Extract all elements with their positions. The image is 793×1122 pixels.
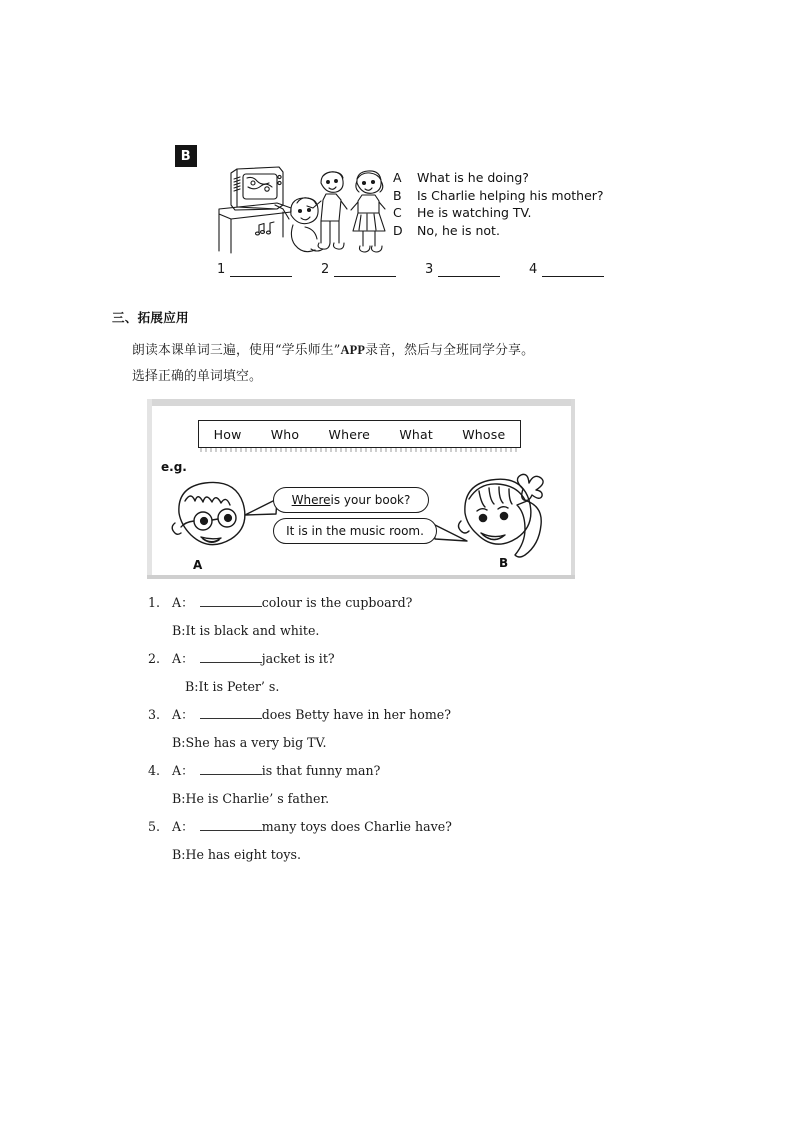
question-item <box>148 816 628 862</box>
fill-in-blank-input[interactable] <box>200 818 262 831</box>
question-number: 5. <box>148 819 161 834</box>
option-row <box>393 187 643 205</box>
question-number: 4. <box>148 763 161 778</box>
girl-face-illustration <box>457 471 549 559</box>
question-answer-line: B:He has eight toys. <box>172 847 301 862</box>
word-bank-item-whose: Whose <box>462 426 506 442</box>
boy-face-illustration <box>167 477 253 555</box>
option-letter: B <box>393 187 402 203</box>
question-number: 2. <box>148 651 161 666</box>
option-row <box>393 169 643 187</box>
answer-blank[interactable] <box>321 263 425 277</box>
fill-in-blank-question-list <box>148 592 628 872</box>
question-answer-line: B:It is Peter’ s. <box>185 679 280 694</box>
fill-in-blank-input[interactable] <box>200 762 262 775</box>
question-tail-text: jacket is it? <box>261 651 335 666</box>
section-three-heading: 三、拓展应用 <box>112 310 189 325</box>
figure-right-border <box>571 399 575 579</box>
instruction-1-suffix: 录音，然后与全班同学分享。 <box>365 343 535 358</box>
option-row <box>393 204 643 222</box>
option-text: No, he is not. <box>417 222 500 238</box>
answer-blank-number: 4 <box>529 262 538 277</box>
exercise-b-block <box>175 145 635 277</box>
eg-label: e.g. <box>161 460 187 474</box>
answer-blank-number: 2 <box>321 262 330 277</box>
fill-in-blank-input[interactable] <box>200 706 262 719</box>
option-letter: D <box>393 222 403 238</box>
question-prompt-line <box>148 648 628 667</box>
speech-bubble-question <box>273 487 429 513</box>
word-bank-item-what: What <box>399 426 433 442</box>
question-tail-text: colour is the cupboard? <box>261 595 413 610</box>
question-answer-line: B:He is Charlie’ s father. <box>172 791 330 806</box>
question-number: 1. <box>148 595 161 610</box>
bubble-keyword: Where <box>291 493 331 507</box>
word-bank-item-how: How <box>213 426 242 442</box>
fill-in-blank-input[interactable] <box>200 650 262 663</box>
question-item <box>148 704 628 750</box>
speech-bubble-answer: It is in the music room. <box>273 518 437 544</box>
question-answer-line: B:She has a very big TV. <box>172 735 327 750</box>
fill-in-blank-input[interactable] <box>200 594 262 607</box>
question-prompt-line <box>148 816 628 835</box>
answer-blank-number: 1 <box>217 262 226 277</box>
answer-blank[interactable] <box>425 263 529 277</box>
question-prompt-line <box>148 704 628 723</box>
question-item <box>148 592 628 638</box>
scan-artifact <box>200 448 519 452</box>
question-tail-text: is that funny man? <box>261 763 381 778</box>
figure-left-border <box>147 399 152 579</box>
option-text: What is he doing? <box>417 170 529 185</box>
instruction-1-app: APP <box>340 343 366 357</box>
speaker-label-a: A： <box>172 819 194 834</box>
question-prompt-line <box>148 760 628 779</box>
word-bank-item-who: Who <box>270 426 300 442</box>
answer-blank[interactable] <box>217 263 321 277</box>
exercise-b-options-list <box>393 169 643 239</box>
figure-top-border <box>147 399 575 406</box>
speaker-label-b: B <box>499 556 509 570</box>
speaker-label-a: A： <box>172 763 194 778</box>
answer-blank-line[interactable] <box>438 265 500 277</box>
option-row <box>393 222 643 240</box>
question-item <box>148 648 628 694</box>
word-bank-box <box>198 420 521 448</box>
instruction-line-1 <box>132 339 534 358</box>
speaker-label-a: A <box>193 558 203 572</box>
figure-bottom-border <box>147 575 575 579</box>
bubble-question-rest: is your book? <box>330 493 411 507</box>
instruction-line-2: 选择正确的单词填空。 <box>132 369 262 384</box>
option-text: He is watching TV. <box>417 205 532 220</box>
speaker-label-a: A： <box>172 595 194 610</box>
question-tail-text: does Betty have in her home? <box>261 707 451 722</box>
option-text: Is Charlie helping his mother? <box>417 187 604 203</box>
example-figure-box <box>147 399 575 579</box>
question-item <box>148 760 628 806</box>
question-number: 3. <box>148 707 161 722</box>
exercise-b-badge: B <box>175 145 197 167</box>
instruction-1-prefix: 朗读本课单词三遍，使用“学乐师生” <box>132 343 341 358</box>
exercise-b-answer-blanks <box>217 263 635 277</box>
answer-blank-line[interactable] <box>334 265 396 277</box>
speaker-label-a: A： <box>172 707 194 722</box>
tv-scene-illustration <box>217 163 392 255</box>
answer-blank-line[interactable] <box>542 265 604 277</box>
answer-blank-line[interactable] <box>230 265 292 277</box>
answer-blank-number: 3 <box>425 262 434 277</box>
question-tail-text: many toys does Charlie have? <box>261 819 452 834</box>
word-bank-item-where: Where <box>328 426 371 442</box>
option-letter: C <box>393 205 402 220</box>
answer-blank[interactable] <box>529 263 633 277</box>
option-letter: A <box>393 170 402 185</box>
question-prompt-line <box>148 592 628 611</box>
question-answer-line: B:It is black and white. <box>172 623 320 638</box>
speaker-label-a: A： <box>172 651 194 666</box>
